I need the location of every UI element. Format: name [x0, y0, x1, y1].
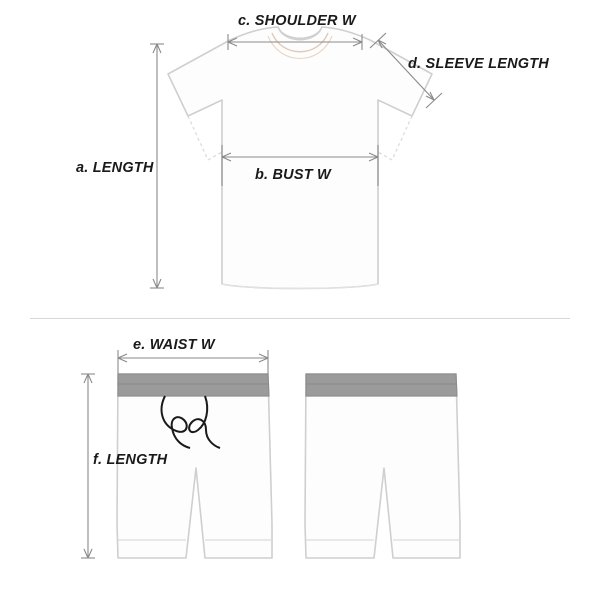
- dimension-e-waist: [118, 350, 268, 374]
- label-c-shoulder: c. SHOULDER W: [238, 13, 356, 29]
- label-e-waist: e. WAIST W: [133, 337, 215, 353]
- shorts-back-shape: [305, 374, 460, 558]
- shorts-illustration: [0, 318, 600, 600]
- label-d-sleeve: d. SLEEVE LENGTH: [408, 56, 549, 72]
- shorts-panel: [0, 318, 600, 600]
- label-b-bust: b. BUST W: [255, 167, 331, 183]
- label-f-length: f. LENGTH: [93, 452, 168, 468]
- tshirt-shape: [168, 27, 432, 289]
- label-a-length: a. LENGTH: [76, 160, 154, 176]
